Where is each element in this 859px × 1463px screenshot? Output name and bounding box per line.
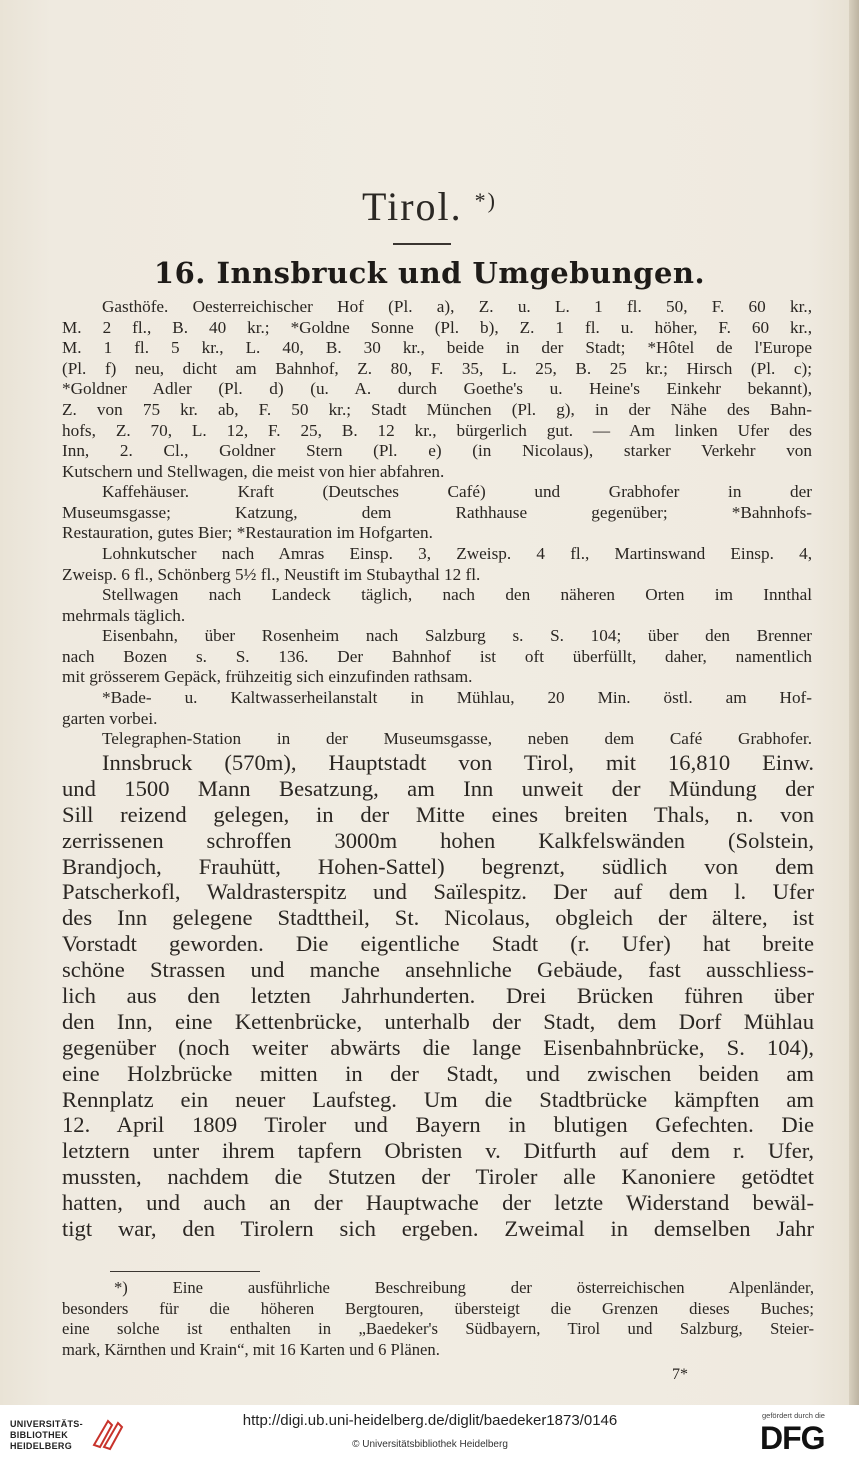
text-line: Zweisp. 6 fl., Schönberg 5½ fl., Neustift im Stubaythal 12 fl. (62, 564, 481, 584)
text-line: Patscherkofl, Waldrasterspitz und Saïlespitz. Der auf dem l. Ufer (62, 879, 814, 905)
text-line: M. 2 fl., B. 40 kr.; *Goldne Sonne (Pl. b), Z. 1 fl. u. höher, F. 60 kr., (62, 317, 812, 337)
text-line: Gasthöfe. Oesterreichischer Hof (Pl. a), Z. u. L. 1 fl. 50, F. 60 kr., (102, 297, 812, 316)
page-title: Tirol. *) (362, 184, 497, 229)
footnote (62, 1278, 814, 1360)
cafe-paragraph (62, 482, 812, 544)
text-line: garten vorbei. (62, 708, 158, 728)
permalink-url[interactable]: http://digi.ub.uni-heidelberg.de/diglit/baedeker1873/0146 (242, 1412, 618, 1429)
text-line: Lohnkutscher nach Amras Einsp. 3, Zweisp. 4 fl., Martinswand Einsp. 4, (102, 544, 812, 563)
text-line: mark, Kärnthen und Krain“, mit 16 Karten und 6 Plänen. (62, 1339, 440, 1359)
page-number: 7* (672, 1366, 688, 1383)
text-line: besonders für die höheren Bergtouren, übersteigt die Grenzen dieses Buches; (62, 1298, 814, 1318)
library-emblem-icon (90, 1415, 126, 1451)
dfg-logo[interactable] (756, 1411, 856, 1461)
lohnkutscher-paragraph (62, 544, 812, 585)
text-line: hofs, Z. 70, L. 12, F. 25, B. 12 kr., bürgerlich gut. — Am linken Ufer des (62, 420, 812, 440)
text-line: M. 1 fl. 5 kr., L. 40, B. 30 kr., beide in der Stadt; *Hôtel de l'Europe (62, 338, 812, 358)
main-body-text (62, 750, 814, 1242)
text-line: 12. April 1809 Tiroler und Bayern in blutigen Gefechten. Die (62, 1112, 814, 1138)
text-line: (Pl. f) neu, dicht am Bahnhof, Z. 80, F. 35, L. 25, B. 25 kr.; Hirsch (Pl. c); (62, 358, 812, 378)
text-line: Kaffehäuser. Kraft (Deutsches Café) und Grabhofer in der (102, 482, 812, 501)
text-line: Sill reizend gelegen, in der Mitte eines breiten Thals, n. von (62, 801, 814, 827)
stellwagen-paragraph (62, 585, 812, 626)
text-line: des Inn gelegene Stadttheil, St. Nicolaus, obgleich der ältere, ist (62, 905, 814, 931)
chapter-heading: 16. Innsbruck und Umgebungen. (153, 256, 706, 290)
text-line: Rennplatz ein neuer Laufsteg. Um die Stadtbrücke kämpften am (62, 1086, 814, 1112)
text-line: Brandjoch, Frauhütt, Hohen-Sattel) begrenzt, südlich von dem (62, 853, 814, 879)
library-logo[interactable] (10, 1419, 120, 1453)
text-line: den Inn, eine Kettenbrücke, unterhalb der Stadt, dem Dorf Mühlau (62, 1008, 814, 1034)
text-line: *Goldner Adler (Pl. d) (u. A. durch Goethe's u. Heine's Einkehr bekannt), (62, 379, 812, 399)
text-line: Telegraphen-Station in der Museumsgasse, neben dem Café Grabhofer. (102, 729, 812, 748)
text-line: *) Eine ausführliche Beschreibung der österreichischen Alpenländer, (114, 1278, 814, 1297)
library-logo-text: UNIVERSITÄTS- BIBLIOTHEK HEIDELBERG (10, 1419, 83, 1451)
text-line: Innsbruck (570m), Hauptstadt von Tirol, mit 16,810 Einw. (102, 750, 814, 775)
text-line: Stellwagen nach Landeck täglich, nach den näheren Orten im Innthal (102, 585, 812, 604)
text-line: nach Bozen s. S. 136. Der Bahnhof ist oft überfüllt, daher, namentlich (62, 646, 812, 666)
text-line: Inn, 2. Cl., Goldner Stern (Pl. e) (in Nicolaus), starker Verkehr von (62, 441, 812, 461)
text-line: eine Holzbrücke mitten in der Stadt, und zwischen beiden am (62, 1060, 814, 1086)
footnote-rule (110, 1271, 260, 1272)
text-line: Vorstadt geworden. Die eigentliche Stadt (r. Ufer) hat breite (62, 931, 814, 957)
text-line: eine solche ist enthalten in „Baedeker's Südbayern, Tirol und Salzburg, Steier- (62, 1319, 814, 1338)
text-line: tigt war, den Tirolern sich ergeben. Zweimal in demselben Jahr (62, 1216, 814, 1242)
text-line: Eisenbahn, über Rosenheim nach Salzburg s. S. 104; über den Brenner (102, 626, 812, 645)
bade-paragraph (62, 688, 812, 729)
dfg-wordmark: DFG (760, 1420, 825, 1456)
text-line: zerrissenen schroffen 3000m hohen Kalkfelswänden (Solstein, (62, 827, 814, 853)
text-line: letztern unter ihrem tapfern Obristen v. Ditfurth auf dem r. Ufer, (62, 1138, 814, 1164)
digitization-footer (0, 1405, 859, 1463)
text-line: und 1500 Mann Besatzung, am Inn unweit der Mündung der (62, 775, 814, 801)
text-line: Z. von 75 kr. ab, F. 50 kr.; Stadt München (Pl. g), in der Nähe des Bahn- (62, 399, 812, 419)
text-line: Kutschern und Stellwagen, die meist von hier abfahren. (62, 461, 445, 481)
title-rule (393, 243, 451, 245)
hotels-paragraph (62, 297, 812, 482)
eisenbahn-paragraph (62, 626, 812, 688)
text-line: schöne Strassen und manche ansehnliche Gebäude, fast ausschliess- (62, 957, 814, 983)
text-line: mussten, nachdem die Stutzen der Tiroler alle Kanoniere getödtet (62, 1164, 814, 1190)
text-line: mit grösserem Gepäck, frühzeitig sich einzufinden rathsam. (62, 667, 473, 687)
telegraph-paragraph (62, 729, 812, 750)
text-line: Museumsgasse; Katzung, dem Rathhause gegenüber; *Bahnhofs- (62, 502, 812, 522)
text-line: mehrmals täglich. (62, 605, 186, 625)
text-line: Restauration, gutes Bier; *Restauration im Hofgarten. (62, 523, 433, 543)
text-line: gegenüber (noch weiter abwärts die lange Eisenbahnbrücke, S. 104), (62, 1034, 814, 1060)
copyright-notice: © Universitätsbibliothek Heidelberg (352, 1439, 508, 1450)
funded-by-caption: gefördert durch die (762, 1411, 825, 1420)
text-line: *Bade- u. Kaltwasserheilanstalt in Mühlau, 20 Min. östl. am Hof- (102, 688, 812, 707)
text-line: hatten, und auch an der Hauptwache der letzte Widerstand bewäl- (62, 1190, 814, 1216)
text-line: lich aus den letzten Jahrhunderten. Drei Brücken führen über (62, 983, 814, 1009)
